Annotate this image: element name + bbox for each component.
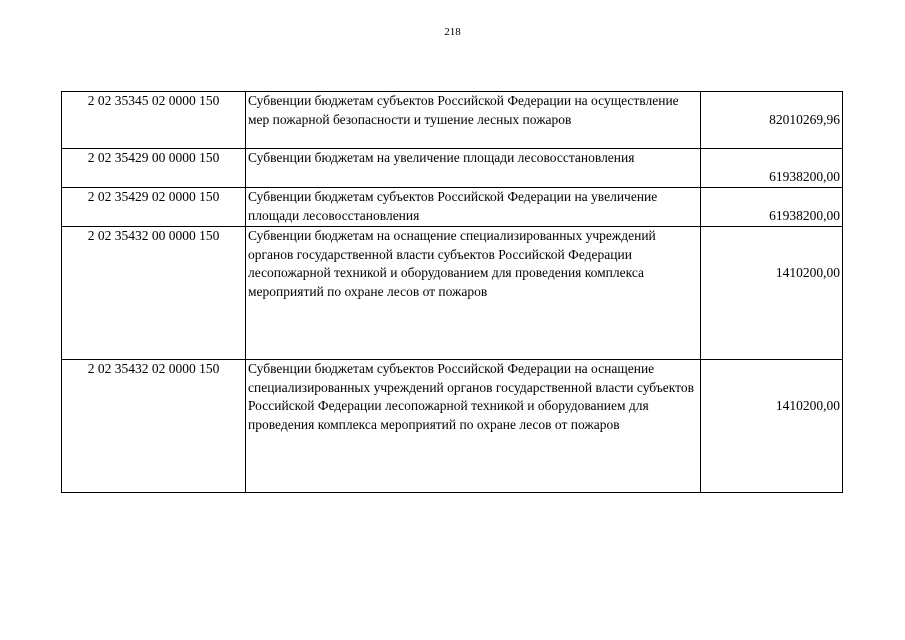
revenue-name-cell: Субвенции бюджетам на оснащение специализированных учреждений органов государственной власти субъектов Российской Федерации лесопожарной техникой и оборудованием для проведения комплекса мероприятий по охране лесов от пожаров [246,227,701,360]
table-row [62,227,843,360]
revenue-amount-cell: 61938200,00 [701,149,843,188]
revenue-code-cell: 2 02 35345 02 0000 150 [62,92,246,149]
table-row [62,360,843,493]
revenue-name-cell: Субвенции бюджетам субъектов Российской Федерации на осуществление мер пожарной безопасности и тушение лесных пожаров [246,92,701,149]
revenue-code-cell: 2 02 35429 02 0000 150 [62,188,246,227]
budget-revenue-table [61,91,843,493]
revenue-amount-cell: 82010269,96 [701,92,843,149]
table-row [62,92,843,149]
revenue-code-cell: 2 02 35429 00 0000 150 [62,149,246,188]
revenue-code-cell: 2 02 35432 00 0000 150 [62,227,246,360]
revenue-name-cell: Субвенции бюджетам субъектов Российской Федерации на увеличение площади лесовосстановления [246,188,701,227]
table-row [62,188,843,227]
revenue-amount-cell: 1410200,00 [701,360,843,493]
revenue-amount-cell: 1410200,00 [701,227,843,360]
revenue-name-cell: Субвенции бюджетам на увеличение площади лесовосстановления [246,149,701,188]
revenue-amount-cell: 61938200,00 [701,188,843,227]
revenue-code-cell: 2 02 35432 02 0000 150 [62,360,246,493]
revenue-name-cell: Субвенции бюджетам субъектов Российской Федерации на оснащение специализированных учреждений органов государственной власти субъектов Российской Федерации лесопожарной техникой и оборудованием для проведения комплекса мероприятий по охране лесов от пожаров [246,360,701,493]
table-row [62,149,843,188]
page-number: 218 [444,26,461,38]
